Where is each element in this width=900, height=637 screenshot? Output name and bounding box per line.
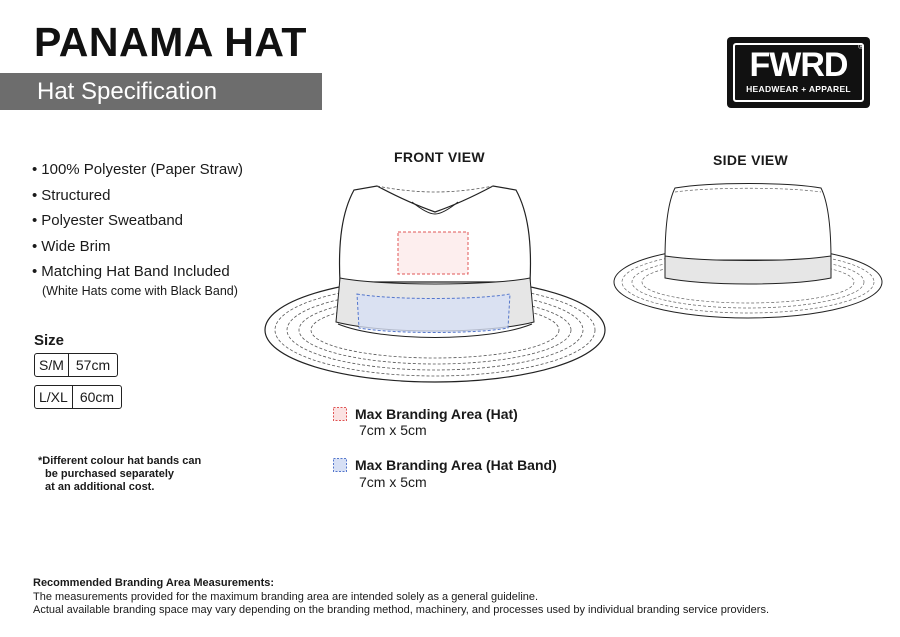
disclaimer-line: Actual available branding space may vary depending on the branding method, machinery, and processes used by individual branding service providers. — [33, 604, 770, 616]
legend-band-dimensions: 7cm x 5cm — [359, 474, 427, 490]
side-hat-band — [665, 256, 831, 284]
size-code: L/XL — [39, 389, 68, 405]
side-hat-crown — [665, 184, 831, 261]
side-view-title: SIDE VIEW — [713, 152, 789, 168]
feature-item: • 100% Polyester (Paper Straw) — [32, 161, 244, 178]
size-measure: 60cm — [72, 386, 121, 408]
disclaimer-heading: Recommended Branding Area Measurements: — [33, 577, 275, 589]
legend-band-title: Max Branding Area (Hat Band) — [355, 457, 557, 473]
subtitle-bar — [0, 73, 322, 110]
size-option-lxl — [34, 385, 122, 409]
logo-wordmark: FWRD — [749, 46, 848, 84]
size-label: Size — [34, 332, 65, 349]
size-code: S/M — [39, 357, 64, 373]
page-subtitle: Hat Specification — [37, 78, 218, 105]
page-title: PANAMA HAT — [34, 19, 307, 65]
feature-item: • Structured — [32, 186, 111, 204]
branding-disclaimer — [33, 577, 769, 618]
side-view-hat-illustration — [611, 182, 885, 322]
logo-frame — [733, 43, 864, 102]
band-branding-swatch — [333, 458, 345, 470]
feature-list — [32, 160, 244, 298]
hat-band-footnote: *Different colour hat bands can be purchased separately at an additional cost. — [38, 455, 202, 493]
size-measure: 57cm — [68, 354, 117, 376]
feature-item: • Matching Hat Band Included — [32, 263, 230, 280]
feature-item: • Wide Brim — [32, 237, 111, 255]
front-view-title: FRONT VIEW — [394, 149, 485, 165]
disclaimer-line: The measurements provided for the maximum branding area are intended solely as a general guideline. — [33, 590, 539, 603]
branding-area-hat — [398, 232, 468, 274]
feature-note: (White Hats come with Black Band) — [42, 284, 238, 298]
size-option-sm — [34, 353, 118, 377]
brand-logo — [727, 37, 870, 108]
branding-area-band — [357, 294, 510, 333]
legend-hat-title: Max Branding Area (Hat) — [355, 406, 518, 422]
hat-branding-swatch — [333, 407, 345, 419]
legend-hat-dimensions: 7cm x 5cm — [359, 422, 427, 438]
registered-mark: ® — [858, 42, 864, 51]
feature-item: • Polyester Sweatband — [32, 212, 184, 229]
logo-tagline: HEADWEAR + APPAREL — [746, 84, 851, 94]
front-view-hat-illustration — [262, 182, 608, 386]
